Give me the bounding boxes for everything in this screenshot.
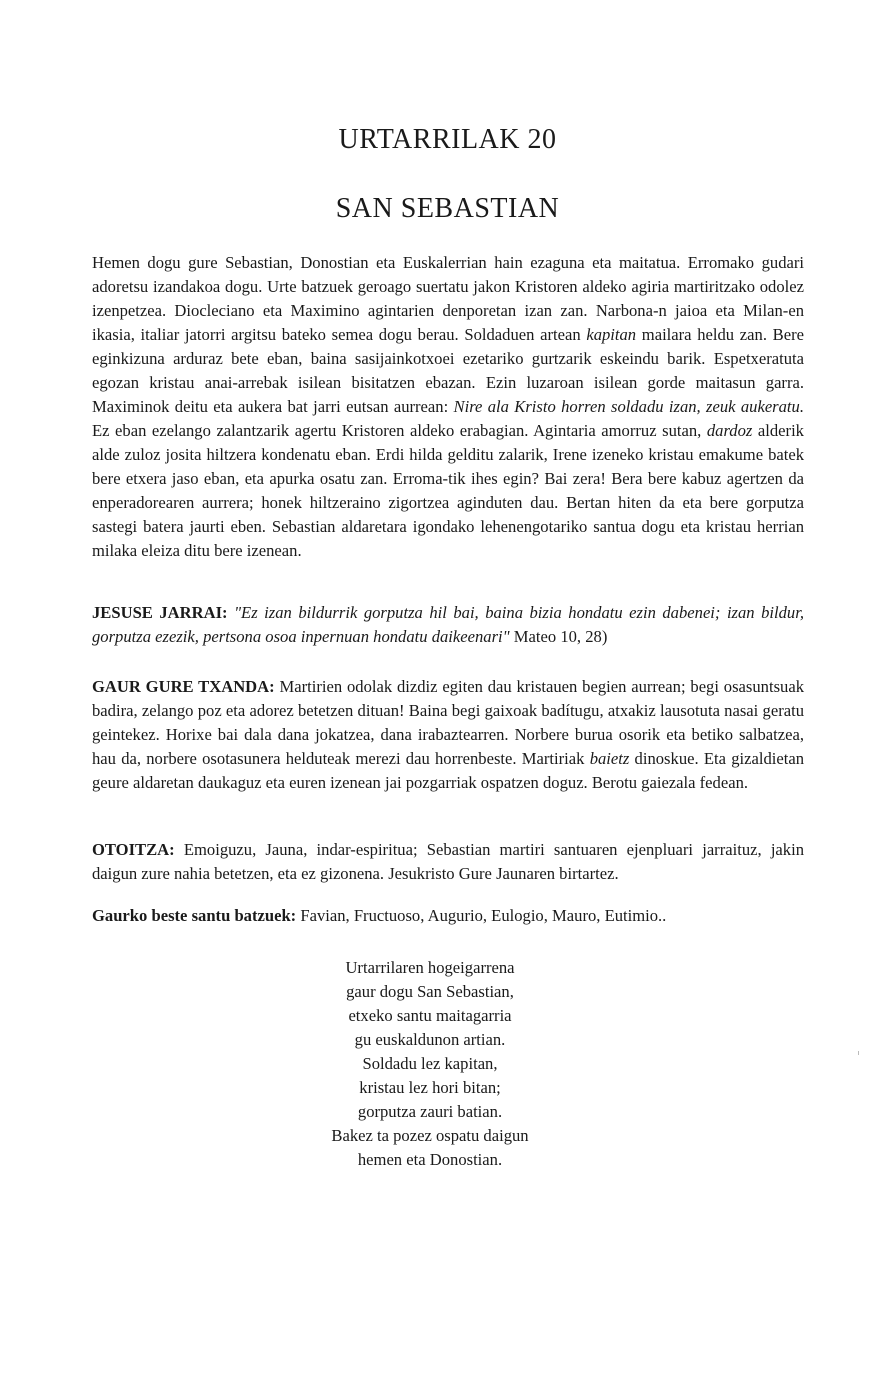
page-title-saint: SAN SEBASTIAN — [335, 193, 560, 224]
poem-line: gaur dogu San Sebastian, — [346, 982, 514, 1001]
poem-line: gorputza zauri batian. — [357, 1102, 503, 1121]
gaur-gure-txanda-paragraph — [92, 675, 804, 795]
intro-text-1: Hemen dogu gure Sebastian, Donostian eta Euskalerrian hain ezaguna eta maitatua. Erromako gudari adoretsu izandakoa dogu. Urte batzuek geroago suertatu jakon Kristoren aldeko agiria martiritzako odolez izenpetzea. Diocleciano eta Maximino agintarien denporetan izan zan. Narbona-n jaioa eta Milan-en ikasia, italiar jatorri argitsu bateko semea dogu berau. Soldaduen artean — [92, 253, 804, 344]
poem-line: Urtarrilaren hogeigarrena — [345, 958, 515, 977]
intro-italic-kapitan: kapitan — [586, 325, 637, 344]
page-title-date: URTARRILAK 20 — [338, 124, 557, 155]
poem-line: kristau lez hori bitan; — [359, 1078, 501, 1097]
otoitza-paragraph — [92, 838, 804, 886]
intro-text-4: alderik alde zuloz josita hiltzera kondenatu eban. Erdi hilda gelditu zalarik, Irene izeneko kristau emakume batek bere etxera jaso eban, eta apurka osatu zan. Erroma-tik ihes egin? Bai zera! Bera bere kabuz agertzen da enperadorearen aurrera; honek hiltzeraino zigortzea aginduten dau. Bertan hiten da eta bere gorputza sastegi batera jaurti eben. Sebastian aldaretara igondako lehenengotariko santua dogu eta kristau herrian milaka eleiza ditu bere izenean. — [92, 421, 804, 560]
poem-line: hemen eta Donostian. — [357, 1150, 503, 1169]
gaur-text-2: dinoskue. Eta gizaldietan geure aldaretan daukaguz eta euren izenean jai pozgarriak ospatzen doguz. Berotu gaiezala fedean. — [92, 749, 804, 792]
poem-verse — [0, 956, 860, 1172]
intro-paragraph — [92, 251, 804, 563]
intro-italic-dardoz: dardoz — [706, 421, 753, 440]
other-saints-paragraph — [92, 904, 804, 928]
gaur-italic-baietz: baietz — [589, 749, 630, 768]
otoitza-text: Emoiguzu, Jauna, indar-espiritua; Sebastian martiri santuaren ejenpluari jarraituz, jakin daigun zure nahia betetzen, eta ez gizonena. Jesukristo Gure Jaunaren birtartez. — [92, 840, 804, 883]
jesuse-jarrai-paragraph — [92, 601, 804, 649]
jesuse-jarrai-reference: Mateo 10, 28) — [509, 627, 608, 646]
intro-text-2: mailara heldu zan. Bere eginkizuna arduraz bete eban, baina sasijainkotxoei ezetariko gurtzarik eskeindu barik. Espetxeratuta egozan kristau anai-arrebak isilean bisitatzen ebazan. Ezin luzaroan isilean gorde maitasun garra. Maximinok deitu eta aukera bat jarri eutsan aurrean: — [92, 325, 804, 416]
poem-line: etxeko santu maitagarria — [348, 1006, 512, 1025]
intro-italic-quote: Nire ala Kristo horren soldadu izan, zeuk aukeratu. — [453, 397, 804, 416]
jesuse-jarrai-label: JESUSE JARRAI: — [92, 603, 228, 622]
intro-text-3: Ez eban ezelango zalantzarik agertu Kristoren aldeko erabagian. Agintaria amorruz sutan, — [92, 421, 707, 440]
other-saints-label: Gaurko beste santu batzuek: — [92, 906, 297, 925]
other-saints-text: Favian, Fructuoso, Augurio, Eulogio, Mauro, Eutimio.. — [296, 906, 667, 925]
gaur-text-1: Martirien odolak dizdiz egiten dau kristauen begien aurrean; begi osasuntsuak badira, zelango poz eta adorez betetzen dituan! Baina begi gaixoak badítugu, atxakiz lausotuta nasai geratu geintekez. Horixe bai dala dana jokatzea, dana irabaztearren. Norbere burua osorik eta betiko salbatzea, hau da, norbere osotasunera helduteak merezi dau horrenbeste. Martiriak — [92, 677, 804, 768]
scan-speck — [858, 1051, 859, 1055]
gaur-gure-txanda-label: GAUR GURE TXANDA: — [92, 677, 275, 696]
jesuse-jarrai-quote: "Ez izan bildurrik gorputza hil bai, baina bizia hondatu ezin dabenei; izan bildur, gorputza ezezik, pertsona osoa inpernuan hondatu daikeenari" — [92, 603, 804, 646]
poem-line: gu euskaldunon artian. — [354, 1030, 506, 1049]
otoitza-label: OTOITZA: — [92, 840, 175, 859]
poem-line: Soldadu lez kapitan, — [362, 1054, 498, 1073]
poem-line: Bakez ta pozez ospatu daigun — [331, 1126, 529, 1145]
